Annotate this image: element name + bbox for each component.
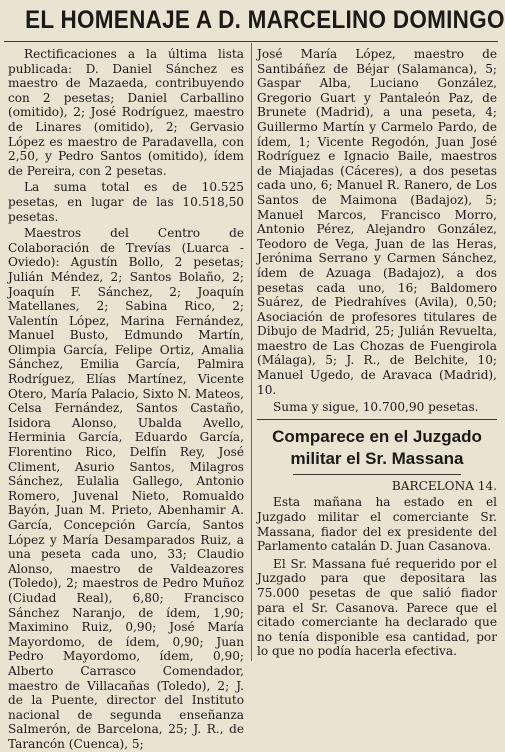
subhead-rule [293, 474, 461, 475]
article-paragraph: Esta mañana ha estado en el Juzgado militar el comerciante Sr. Massana, fiador del ex presidente del Parlamento catalán D. Juan Casanova. [257, 495, 497, 554]
article-paragraph: La suma total es de 10.525 pesetas, en lugar de las 10.518,50 pesetas. [8, 180, 244, 224]
article-separator [257, 419, 497, 420]
main-headline: EL HOMENAJE A D. MARCELINO DOMINGO [25, 6, 505, 34]
column-divider [251, 43, 252, 661]
article-paragraph: José María López, maestro de Santibáñez de Béjar (Salamanca), 5; Gaspar Alba, Luciano González, Gregorio Guart y Pantaleón Paz, de Brunete (Madrid), a una peseta, 4; Guillermo Martín y Carmelo Pardo, de ídem, 1; Vicente Regodón, Juan José Rodríguez e Ignacio Baile, maestros de Miajadas (Cáceres), a dos pesetas cada uno, 6; Manuel R. Ranero, de Los Santos de Maimona (Badajoz), 5; Manuel Marcos, Francisco Morro, Antonio Pérez, Alejandro González, Teodoro de Vega, Juan de las Heras, Jerónima Serrano y Carmen Sánchez, ídem de Azuaga (Badajoz), a dos pesetas cada uno, 16; Baldomero Suárez, de Piedrahíves (Avila), 0,50; Asociación de profesores titulares de Dibujo de Madrid, 25; Julián Revuelta, maestro de Las Chozas de Fuengirola (Málaga), 5; J. R., de Belchite, 10; Manuel Ugedo, de Aravaca (Madrid), 10. [257, 47, 497, 397]
second-article-headline: Comparece en el Juzgado militar el Sr. Massana [272, 426, 482, 468]
article-paragraph: Rectificaciones a la última lista publicada: D. Daniel Sánchez es maestro de Mazaeda, contribuyendo con 2 pesetas; Daniel Carballino (omitido), 2; José Rodríguez, maestro de Linares (omitido), 2; Gervasio López es maestro de Paradavella, con 2,50, y Pedro Santos (omitido), ídem de Pereira, con 2 pesetas. [8, 47, 244, 178]
article-paragraph: El Sr. Massana fué requerido por el Juzgado para que depositara las 75.000 pesetas de que salió fiador para el Sr. Casanova. Parece que el citado comerciante ha declarado que no tenía disponible esa cantidad, por lo que no podía hacerla efectiva. [257, 556, 497, 659]
left-column [8, 47, 244, 751]
headline-rule [4, 41, 498, 42]
article-paragraph: Suma y sigue, 10.700,90 pesetas. [273, 400, 479, 415]
right-column [257, 47, 497, 661]
article-paragraph: Maestros del Centro de Colaboración de Trevías (Luarca - Oviedo): Agustín Bollo, 2 pesetas; Julián Méndez, 2; Santos Bolaño, 2; Joaquín F. Sánchez, 2; Joaquín Matellanes, 2; Sabina Rico, 2; Valentín López, Marina Fernández, Manuel Busto, Edmundo Martín, Olimpia García, Felipe Ortiz, Amalia Sánchez, Emilia García, Palmira Rodríguez, Elías Martínez, Vicente Otero, María Palacio, Sixto N. Mateos, Celsa Fernández, Santos Castaño, Isidora Alonso, Ubalda Avello, Herminia García, Eduardo García, Florentino Rico, Delfín Rey, José Climent, Asurio Santos, Milagros Sánchez, Eulalia Gallego, Antonio Romero, Juvenal Nieto, Romualdo Bayón, Juan M. Prieto, Abenhamir A. García, Concepción García, Santos López y María Desamparados Ruiz, a una peseta cada uno, 33; Claudio Alonso, maestro de Valdeazores (Toledo), 2; maestros de Pedro Muñoz (Ciudad Real), 6,80; Francisco Sánchez Naranjo, de ídem, 1,90; Maximino Ruiz, 0,90; José María Mayordomo, de ídem, 0,90; Juan Pedro Mayordomo, ídem, 0,90; Alberto Carrasco Comendador, maestro de Villacañas (Toledo), 2; J. de la Puente, director del Instituto nacional de segunda enseñanza Salmerón, de Barcelona, 25; J. R., de Tarancón (Cuenca), 5; [8, 226, 244, 751]
dateline: BARCELONA 14. [391, 478, 497, 493]
